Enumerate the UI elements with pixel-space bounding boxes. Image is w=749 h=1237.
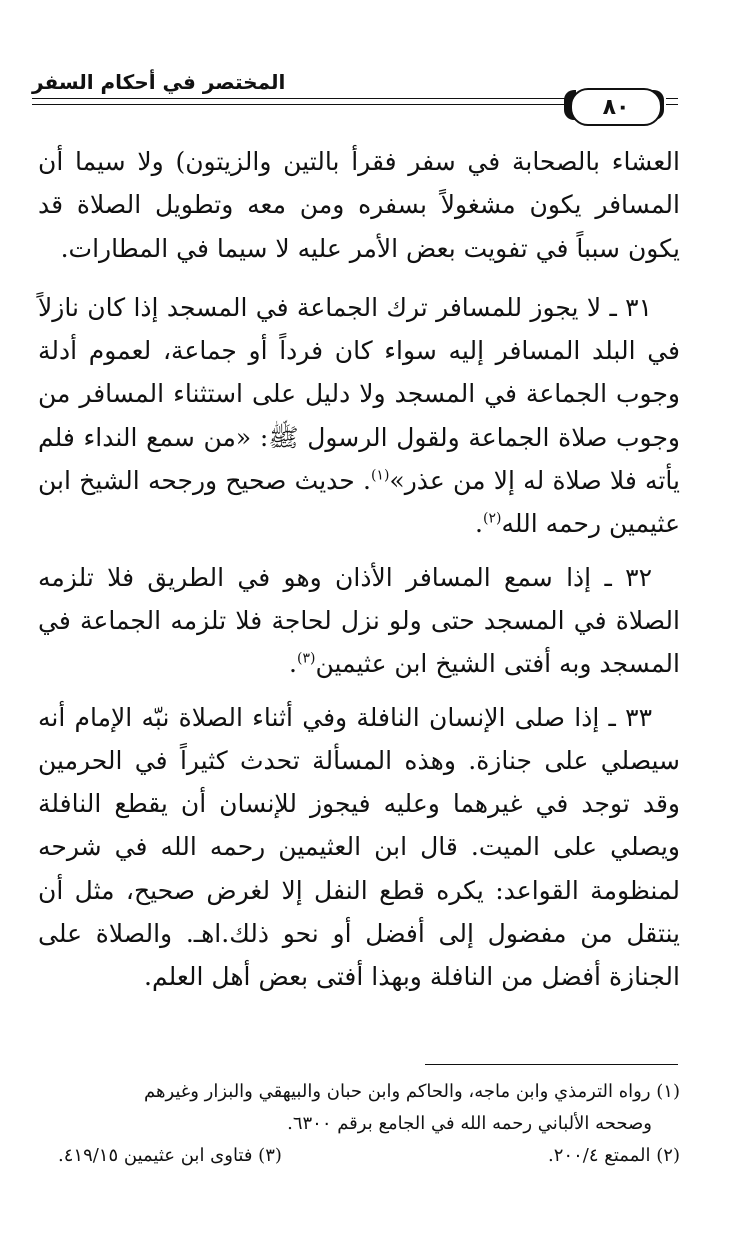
footnotes — [38, 1076, 680, 1172]
footnote-1-line-1: (١) رواه الترمذي وابن ماجه، والحاكم وابن حبان والبيهقي والبزار وغيرهم — [143, 1081, 680, 1102]
paragraph-text: ٣٣ ـ إذا صلى الإنسان النافلة وفي أثناء الصلاة نبّه الإمام أنه سيصلي على جنازة. وهذه المسألة تحدث كثيراً في الحرمين وقد توجد في غيرهما وعليه فيجوز للإنسان أن يقطع النافلة ويصلي على الميت. قال ابن العثيمين رحمه الله في شرحه لمنظومة القواعد: يكره قطع النفل إلا لغرض صحيح، مثل أن ينتقل من مفضول إلى أفضل أو نحو ذلك.اهـ. والصلاة على الجنازة أفضل من النافلة وبهذا أفتى بعض أهل العلم. — [38, 702, 680, 992]
footnote-ref-1: (١) — [370, 467, 390, 484]
paragraph-text: العشاء بالصحابة في سفر فقرأ بالتين والزيتون) ولا سيما أن المسافر يكون مشغولاً بسفره ومن معه وتطويل الصلاة قد يكون سبباً في تفويت بعض الأمر عليه لا سيما في المطارات. — [38, 147, 680, 263]
footnote-1-line-2: وصححه الألباني رحمه الله في الجامع برقم ٦٣٠٠. — [287, 1113, 652, 1134]
paragraph-continuation — [38, 140, 680, 270]
running-header-title: المختصر في أحكام السفر — [32, 70, 286, 94]
footnote-3: (٣) فتاوى ابن عثيمين ٤١٩/١٥. — [58, 1145, 282, 1166]
paragraph-32 — [38, 556, 680, 686]
paragraph-end: . — [289, 649, 297, 679]
page-number: ٨٠ — [602, 94, 630, 120]
header-rule-right-2 — [666, 104, 678, 105]
main-text — [38, 140, 680, 1009]
paragraph-31 — [38, 286, 680, 546]
paragraph-end: . — [475, 509, 483, 539]
paragraph-33 — [38, 696, 680, 999]
header-rule-top — [32, 98, 572, 99]
paragraph-text: ٣١ ـ لا يجوز للمسافر ترك الجماعة في المسجد إذا كان نازلاً في البلد المسافر إليه سواء كان فرداً أو جماعة، لعموم أدلة وجوب الجماعة في المسجد ولا دليل على استثناء المسافر من وجوب صلاة الجماعة ولقول الرسول ﷺ: «من سمع النداء فلم يأته فلا صلاة له إلا من عذر» — [38, 292, 680, 496]
paragraph-text: ٣٢ ـ إذا سمع المسافر الأذان وهو في الطريق فلا تلزمه الصلاة في المسجد حتى ولو نزل لحاجة فلا تلزمه الجماعة في المسجد وبه أفتى الشيخ ابن عثيمين — [38, 562, 680, 679]
paragraph-tail: . حديث صحيح ورجحه الشيخ ابن عثيمين رحمه الله — [38, 466, 680, 539]
footnote-2: (٢) الممتع ٢٠٠/٤. — [548, 1145, 680, 1166]
footnote-ref-2: (٢) — [482, 511, 502, 528]
footnote-ref-3: (٣) — [296, 650, 316, 667]
footnote-separator — [425, 1064, 678, 1065]
page-number-badge — [570, 88, 662, 126]
header-rule-right — [666, 98, 678, 99]
footnote-row-2-3 — [38, 1140, 680, 1172]
header-rule-mid — [32, 104, 572, 105]
